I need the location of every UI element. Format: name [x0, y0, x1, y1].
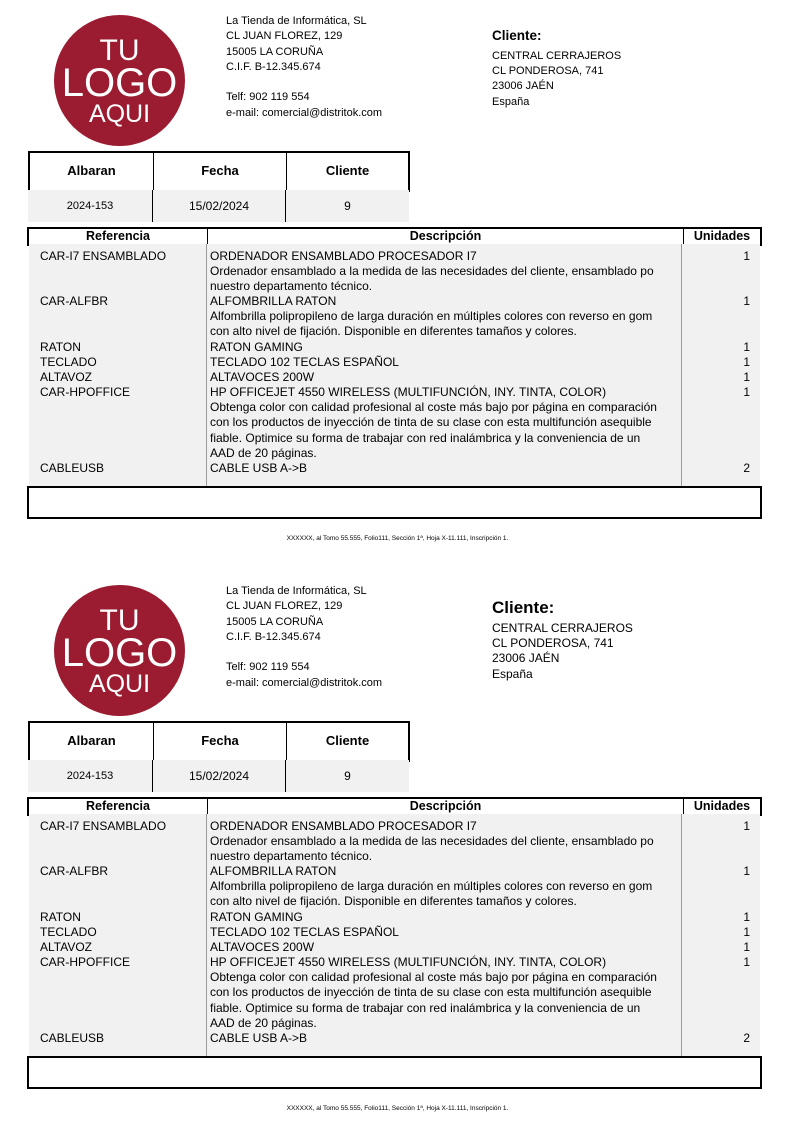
- albaran-value: 2024-153: [28, 760, 153, 792]
- company-logo: TU LOGO AQUI: [54, 15, 185, 146]
- col-referencia: Referencia: [29, 799, 208, 814]
- fecha-value: 15/02/2024: [153, 190, 286, 222]
- col-referencia: Referencia: [29, 229, 208, 244]
- company-phone: Telf: 902 119 554: [226, 91, 310, 104]
- doc-header-labels: [28, 721, 410, 762]
- company-email: e-mail: comercial@distritok.com: [226, 106, 383, 119]
- fecha-label: Fecha: [154, 723, 287, 760]
- col-descripcion: Descripción: [208, 229, 684, 244]
- company-address: CL JUAN FLOREZ, 129: [226, 600, 343, 613]
- doc-header-values: [28, 190, 409, 222]
- fecha-value: 15/02/2024: [153, 760, 286, 792]
- albaran-value: 2024-153: [28, 190, 153, 222]
- company-email: e-mail: comercial@distritok.com: [226, 676, 383, 689]
- company-city: 15005 LA CORUÑA: [226, 615, 324, 628]
- company-cif: C.I.F. B-12.345.674: [226, 60, 321, 73]
- company-city: 15005 LA CORUÑA: [226, 45, 324, 58]
- client-heading: Cliente:: [492, 598, 555, 617]
- client-address: CL PONDEROSA, 741: [492, 65, 604, 78]
- client-name: CENTRAL CERRAJEROS: [492, 621, 633, 635]
- client-name: CENTRAL CERRAJEROS: [492, 50, 622, 62]
- client-country: España: [492, 666, 533, 681]
- col-unidades: Unidades: [693, 799, 751, 813]
- albaran-label: Albaran: [30, 723, 154, 760]
- registry-footer: XXXXXX, al Tomo 55.555, Folio111, Sección 1ª, Hoja X-11.111, Inscripción 1.: [286, 1105, 509, 1112]
- cliente-label: Cliente: [325, 163, 370, 178]
- doc-header-values: [28, 760, 409, 792]
- client-city: 23006 JAÉN: [492, 80, 554, 93]
- client-city: 23006 JAÉN: [492, 651, 560, 666]
- totals-box: [27, 486, 762, 519]
- doc-header-labels: [28, 151, 410, 192]
- company-info: [226, 584, 382, 691]
- items-table-body: CAR-I7 ENSAMBLADO ORDENADOR ENSAMBLADO PROCESADOR I7 Ordenador ensamblado a la medida de las necesidades del cliente, ensamblado po nuestro departamento técnico. 1 CAR-ALFBR ALFOMBRILLA RATON Alfombrilla polipropileno de larga duración en múltiples colores con reverso en gom con alto nivel de fijación. Disponible en diferentes tamaños y colores. 1 RATON RATON GAMING 1 TECLADO TECLADO 102 TECLAS ESPAÑOL 1 ALTAVOZ ALTAVOCES 200W 1 CAR-HPOFFICE HP OFFICEJET 4550 WIRELESS (MULTIFUNCIÓN, INY. TINTA, COLOR) Obtenga color con calidad profesional al coste más bajo por página en comparación con los productos de inyección de tinta de su clase con esta multifunción asequible fiable. Optimice su forma de trabajar con red inalámbrica y la conveniencia de un AAD de 20 páginas. 1 CABLEUSB CABLE USB A->B 2: [29, 244, 760, 486]
- cliente-label: Cliente: [325, 733, 370, 748]
- company-phone: Telf: 902 119 554: [226, 661, 310, 674]
- company-logo: TU LOGO AQUI: [54, 585, 185, 716]
- totals-box: [27, 1056, 762, 1089]
- client-heading: Cliente:: [492, 28, 542, 43]
- client-block: [492, 598, 633, 682]
- company-name: La Tienda de Informática, SL: [226, 585, 367, 597]
- cliente-value: 9: [344, 769, 351, 783]
- fecha-label: Fecha: [154, 153, 287, 190]
- company-address: CL JUAN FLOREZ, 129: [226, 30, 343, 43]
- client-country: España: [492, 95, 530, 108]
- col-descripcion: Descripción: [208, 799, 684, 814]
- items-table-body: CAR-I7 ENSAMBLADO ORDENADOR ENSAMBLADO PROCESADOR I7 Ordenador ensamblado a la medida de las necesidades del cliente, ensamblado po nuestro departamento técnico. 1 CAR-ALFBR ALFOMBRILLA RATON Alfombrilla polipropileno de larga duración en múltiples colores con reverso en gom con alto nivel de fijación. Disponible en diferentes tamaños y colores. 1 RATON RATON GAMING 1 TECLADO TECLADO 102 TECLAS ESPAÑOL 1 ALTAVOZ ALTAVOCES 200W 1 CAR-HPOFFICE HP OFFICEJET 4550 WIRELESS (MULTIFUNCIÓN, INY. TINTA, COLOR) Obtenga color con calidad profesional al coste más bajo por página en comparación con los productos de inyección de tinta de su clase con esta multifunción asequible fiable. Optimice su forma de trabajar con red inalámbrica y la conveniencia de un AAD de 20 páginas. 1 CABLEUSB CABLE USB A->B 2: [29, 814, 760, 1056]
- company-cif: C.I.F. B-12.345.674: [226, 630, 321, 643]
- registry-footer: XXXXXX, al Tomo 55.555, Folio111, Sección 1ª, Hoja X-11.111, Inscripción 1.: [286, 535, 509, 542]
- delivery-note-copy: [0, 0, 795, 562]
- client-address: CL PONDEROSA, 741: [492, 636, 614, 651]
- company-info: [226, 14, 382, 121]
- col-unidades: Unidades: [693, 229, 751, 243]
- cliente-value: 9: [344, 199, 351, 213]
- company-name: La Tienda de Informática, SL: [226, 15, 367, 27]
- delivery-note-copy: [0, 570, 795, 1132]
- client-block: [492, 28, 621, 110]
- albaran-label: Albaran: [30, 153, 154, 190]
